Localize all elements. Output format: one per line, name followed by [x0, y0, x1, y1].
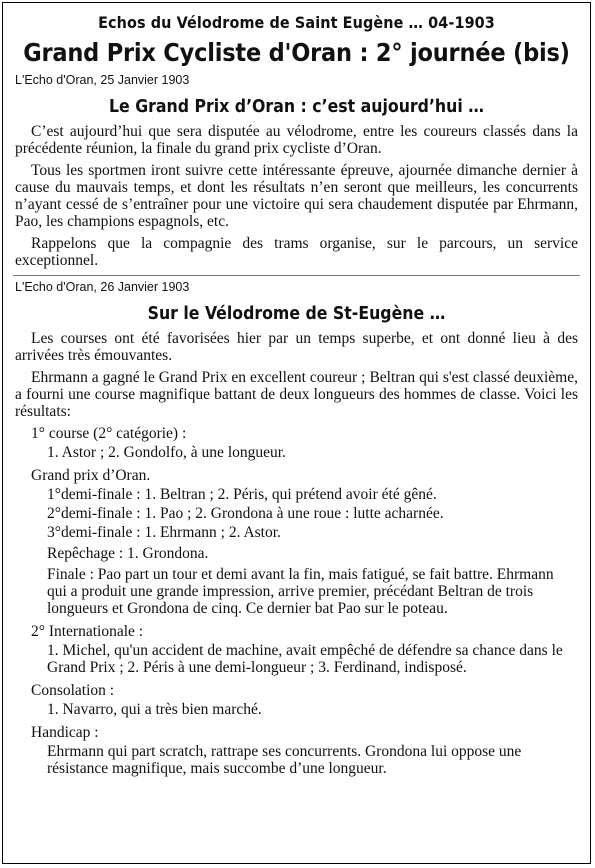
result-heading: 2° Internationale : — [31, 623, 144, 640]
article1-paragraph: Tous les sportmen iront suivre cette intéressante épreuve, ajournée dimanche dernier à cause du mauvais temps, et dont les résultats n’en seront que meilleurs, les concurrents n’ayant cessé de s’entraîner pour une victoire qui sera chaudement disputée par Ehrmann, Pao, les champions espagnols, etc. — [15, 162, 578, 230]
result-line: Finale : Pao part un tour et demi avant la fin, mais fatigué, se fait battre. Ehrmann qui a produit une grande impression, arrive premier, précédant Beltran de trois longueurs et Grondona de cinq. Ce dernier bat Pao sur le poteau. — [47, 566, 554, 617]
document-page — [2, 2, 591, 864]
result-heading: Handicap : — [31, 724, 99, 741]
result-line: 1. Astor ; 2. Gondolfo, à une longueur. — [47, 444, 286, 461]
article1-paragraph: Rappelons que la compagnie des trams organise, sur le parcours, un service exceptionnel. — [15, 235, 578, 269]
result-line: 2°demi-finale : 1. Pao ; 2. Grondona à une roue : lutte acharnée. — [47, 505, 444, 522]
article2-source: L'Echo d'Oran, 26 Janvier 1903 — [15, 280, 190, 294]
result-line: Repêchage : 1. Grondona. — [47, 545, 209, 562]
result-line: Ehrmann qui part scratch, rattrape ses concurrents. Grondona lui oppose une résistance magnifique, mais succombe d’une longueur. — [47, 743, 522, 777]
result-line: 1. Michel, qu'un accident de machine, avait empêché de défendre sa chance dans le Grand Prix ; 2. Péris à une demi-longueur ; 3. Ferdinand, indisposé. — [47, 642, 563, 676]
page-title: Grand Prix Cycliste d'Oran : 2° journée (bis) — [23, 38, 570, 67]
result-line: 1°demi-finale : 1. Beltran ; 2. Péris, qui prétend avoir été gêné. — [47, 486, 437, 503]
article2-paragraph: Les courses ont été favorisées hier par un temps superbe, et ont donné lieu à des arrivées très émouvantes. — [15, 330, 578, 364]
article1-source: L'Echo d'Oran, 25 Janvier 1903 — [15, 73, 190, 87]
article1-paragraph: C’est aujourd’hui que sera disputée au vélodrome, entre les coureurs classés dans la précédente réunion, la finale du grand prix cycliste d’Oran. — [15, 123, 578, 157]
article2-paragraph: Ehrmann a gagné le Grand Prix en excellent coureur ; Beltran qui s'est classé deuxième, a fourni une course magnifique battant de deux longueurs des hommes de classe. Voici les résultats: — [15, 369, 578, 420]
result-line: 1. Navarro, qui a très bien marché. — [47, 701, 262, 718]
result-heading: Consolation : — [31, 682, 115, 699]
article1-title: Le Grand Prix d’Oran : c’est aujourd’hui … — [109, 97, 484, 117]
result-heading: 1° course (2° catégorie) : — [31, 425, 187, 442]
article2-title: Sur le Vélodrome de St-Eugène … — [147, 304, 446, 324]
results-list — [3, 425, 590, 777]
result-line: 3°demi-finale : 1. Ehrmann ; 2. Astor. — [47, 524, 281, 541]
page-header: Echos du Vélodrome de Saint Eugène … 04-1903 — [98, 13, 495, 32]
result-heading: Grand prix d’Oran. — [31, 467, 151, 484]
article-divider — [13, 275, 580, 276]
